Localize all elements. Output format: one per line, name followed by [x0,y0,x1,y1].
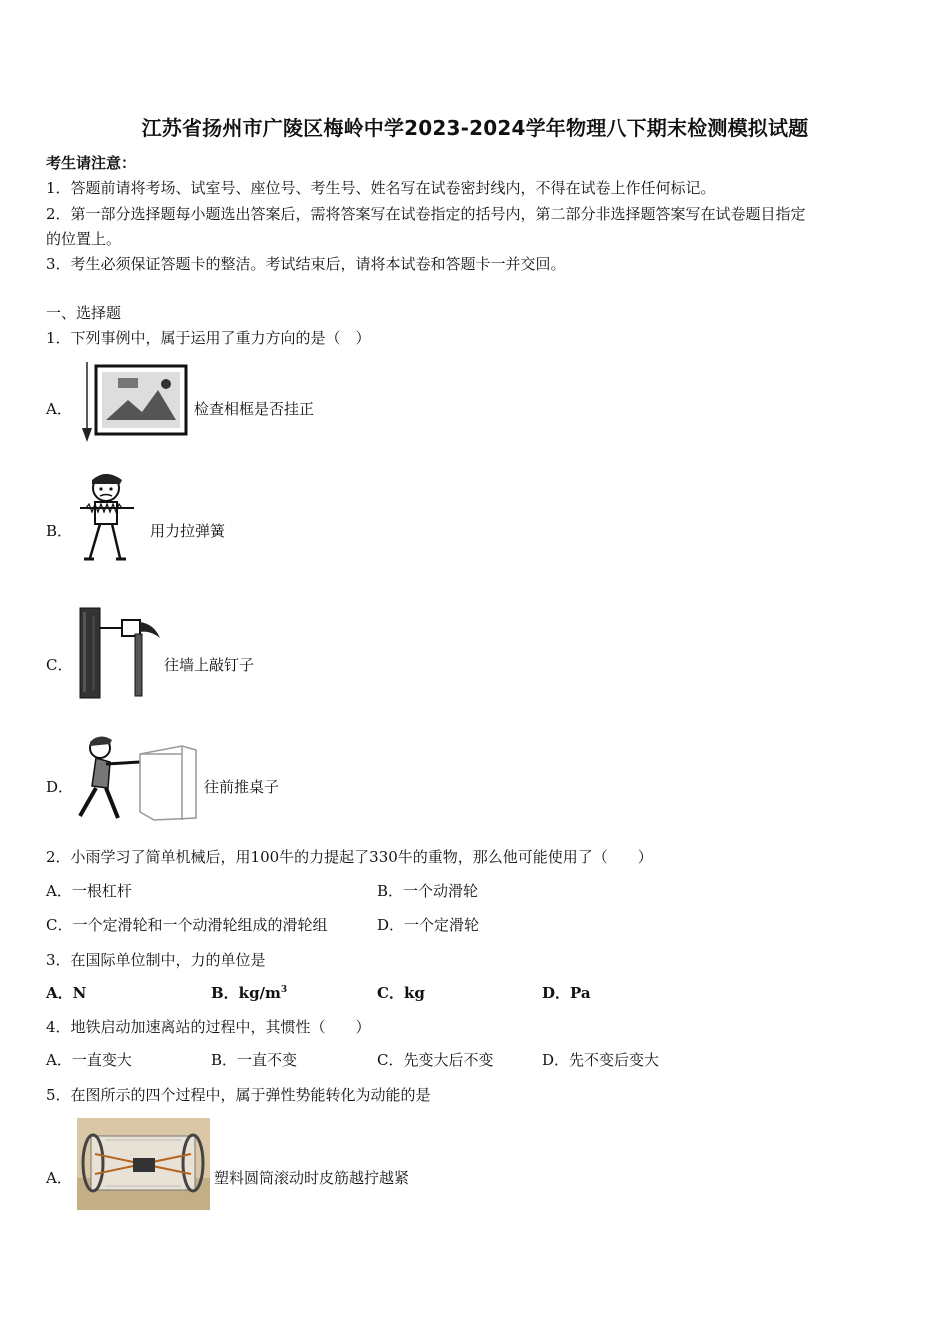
q3-option-b-exponent: 3 [280,985,288,995]
page-title: 江苏省扬州市广陵区梅岭中学2023-2024学年物理八下期末检测模拟试题 [141,116,809,140]
q5-option-a-text: 塑料圆筒滚动时皮筋越拧越紧 [214,1169,410,1187]
notice-item-2-cont: 的位置上。 [46,230,122,248]
q2-option-d: D．一个定滑轮 [377,916,480,934]
notice-item-3: 3．考生必须保证答题卡的整洁。考试结束后，请将本试卷和答题卡一并交回。 [46,255,566,273]
q1-stem: 1．下列事例中，属于运用了重力方向的是（ ） [46,329,371,347]
q5-option-a-letter: A． [46,1169,72,1187]
q2-stem: 2．小雨学习了简单机械后，用100牛的力提起了330牛的重物，那么他可能使用了（ ） [46,848,653,866]
q1-option-d-text: 往前推桌子 [204,778,280,796]
q3-option-c: C．kg [377,984,425,1002]
q3-option-b-base: B．kg/m [211,984,281,1002]
q4-option-b: B．一直不变 [211,1051,298,1069]
section-heading: 一、选择题 [46,304,122,322]
q4-option-d: D．先不变后变大 [542,1051,660,1069]
q1-option-b-letter: B． [46,522,73,540]
q1-option-d-letter: D． [46,778,74,796]
person-stretching-spring-illustration [76,470,142,566]
q3-option-b [211,982,287,1003]
q4-option-c: C．先变大后不变 [377,1051,494,1069]
picture-frame-plumb-line-illustration [78,360,190,446]
notice-item-1: 1．答题前请将考场、试室号、座位号、考生号、姓名写在试卷密封线内，不得在试卷上作任何标记。 [46,179,716,197]
q3-stem: 3．在国际单位制中，力的单位是 [46,951,266,969]
notice-heading: 考生请注意： [46,154,137,172]
q4-option-a: A．一直变大 [46,1051,132,1069]
q1-option-c-letter: C． [46,656,73,674]
notice-item-2: 2．第一部分选择题每小题选出答案后，需将答案写在试卷指定的括号内，第二部分非选择题答案写在试卷题目指定 [46,205,806,223]
q2-option-c: C．一个定滑轮和一个动滑轮组成的滑轮组 [46,916,328,934]
q3-option-a: A．N [46,984,87,1002]
q2-option-b: B．一个动滑轮 [377,882,479,900]
plastic-cylinder-rubber-band-photo [77,1118,210,1210]
q1-option-c-text: 往墙上敲钉子 [164,656,255,674]
q5-stem: 5．在图所示的四个过程中，属于弹性势能转化为动能的是 [46,1086,431,1104]
person-pushing-table-illustration [74,732,200,824]
q4-stem: 4．地铁启动加速离站的过程中，其惯性（ ） [46,1018,371,1036]
q2-option-a: A．一根杠杆 [46,882,132,900]
q1-option-b-text: 用力拉弹簧 [150,522,226,540]
q1-option-a-text: 检查相框是否挂正 [194,400,315,418]
q1-option-a-letter: A． [46,400,72,418]
hammer-nail-wall-illustration [78,606,162,700]
q3-option-d: D．Pa [542,984,591,1002]
